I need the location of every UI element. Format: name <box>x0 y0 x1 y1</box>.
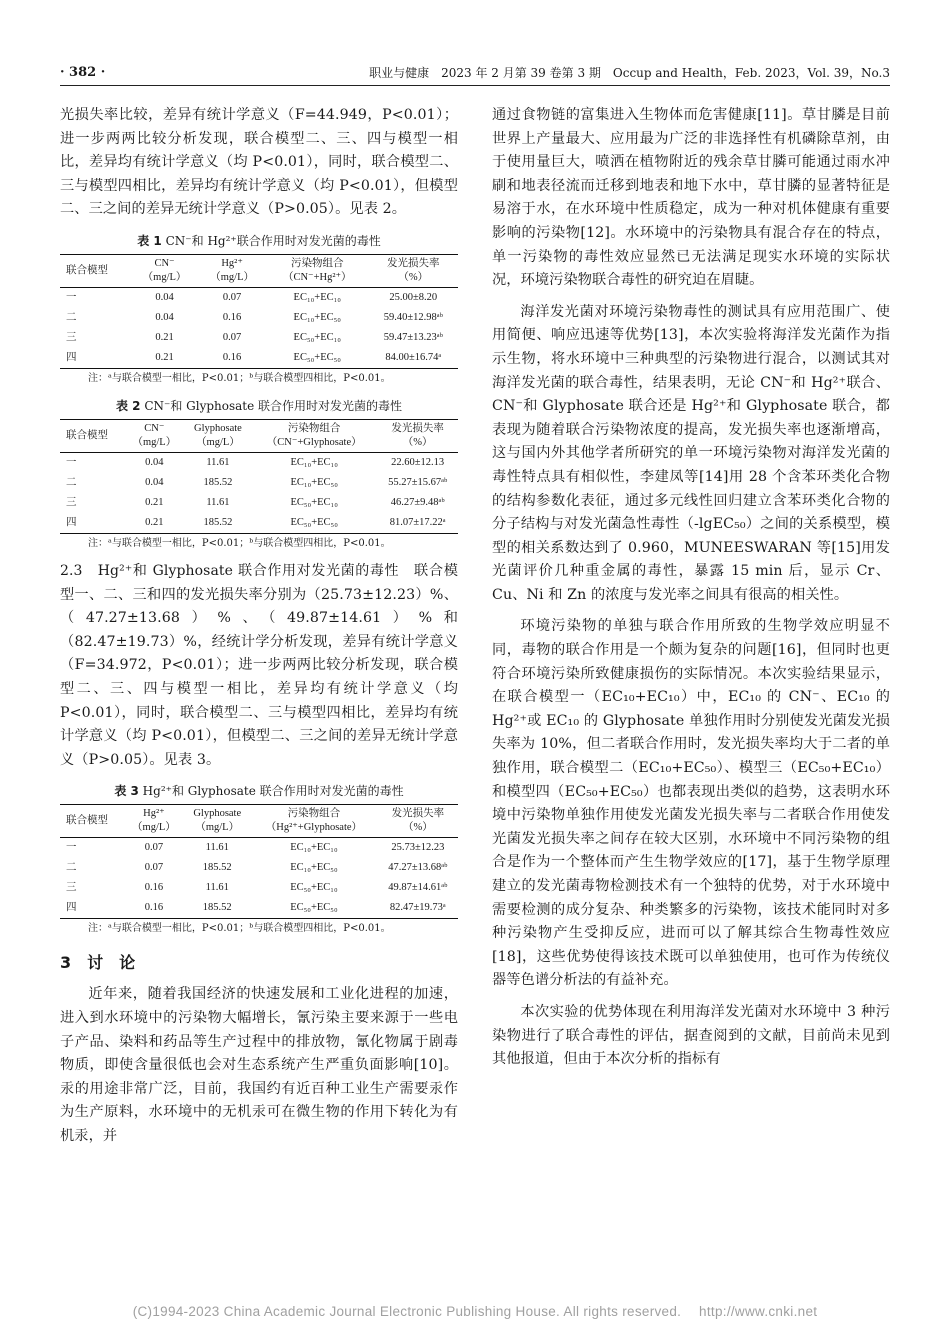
table2-label: 表 2 <box>115 398 141 413</box>
table-cell: 25.73±12.23 <box>391 842 445 854</box>
table-cell: 四 <box>66 516 77 528</box>
right-column <box>492 104 890 1072</box>
table-cell: 0.16 <box>144 882 164 894</box>
table-cell: 185.52 <box>203 516 233 528</box>
table-cell: EC₅₀+EC₁₀ <box>290 882 338 894</box>
table-cell: 0.16 <box>144 902 164 914</box>
table-cell: 11.61 <box>206 456 230 468</box>
table1-title: CN⁻和 Hg²⁺联合作用时对发光菌的毒性 <box>165 233 381 248</box>
table-header-cell: CN⁻ （mg/L） <box>132 422 177 448</box>
table2-title: CN⁻和 Glyphosate 联合作用时对发光菌的毒性 <box>144 398 403 413</box>
section-2-3 <box>60 560 458 772</box>
discussion-paragraph-1-cont: 通过食物链的富集进入生物体而危害健康[11]。草甘膦是目前世界上产量最大、应用最为广泛的非选择性有机磷除草剂，由于使用量巨大，喷洒在植物附近的残余草甘膦可能通过雨水冲刷和地表径流而迁移到地表和地下水中，草甘膦的显著特征是易溶于水，在水环境中性质稳定，成为一种对机体健康有重要影响的污染物[12]。水环境中的污染物具有混合存在的特点，单一污染物的毒性效应显然已无法满足现实水环境的实际状况，环境污染物联合毒性的研究迫在眉睫。 <box>492 107 890 289</box>
table-cell: EC₁₀+EC₅₀ <box>293 311 341 323</box>
table-cell: 0.21 <box>155 351 174 363</box>
table-header-cell: 发光损失率 （%） <box>391 422 444 448</box>
table-cell: 三 <box>66 331 77 343</box>
table-header-cell: 发光损失率 （%） <box>387 257 440 283</box>
table-cell: 84.00±16.74ᵃ <box>385 351 442 363</box>
table-cell: 0.04 <box>155 311 174 323</box>
table-row <box>60 858 458 878</box>
left-column <box>60 104 458 1148</box>
table-row <box>60 308 458 328</box>
table-header-cell: 联合模型 <box>66 264 108 276</box>
table-cell: EC₁₀+EC₁₀ <box>290 456 338 468</box>
table-cell: EC₅₀+EC₅₀ <box>290 902 338 914</box>
table-cell: 49.87±14.61ᵃᵇ <box>388 882 448 894</box>
table-cell: 81.07±17.22ᵃ <box>389 516 446 528</box>
table-header-cell: Glyphosate （mg/L） <box>193 808 242 834</box>
table-row <box>60 473 458 493</box>
table-row <box>60 898 458 919</box>
table1-note: 注：ᵃ与联合模型一相比，P<0.01；ᵇ与联合模型四相比，P<0.01。 <box>88 372 391 384</box>
table3-caption <box>60 782 458 800</box>
table-cell: EC₁₀+EC₁₀ <box>290 842 338 854</box>
table-cell: 二 <box>66 862 77 874</box>
table-header-cell: 污染物组合 （Hg²⁺+Glyphosate） <box>265 808 363 834</box>
table-cell: 0.21 <box>145 516 164 528</box>
table-cell: 0.07 <box>144 842 164 854</box>
table-cell: 三 <box>66 496 77 508</box>
table-cell: 0.07 <box>222 291 242 303</box>
table1-label: 表 1 <box>137 233 162 248</box>
table-row <box>60 452 458 473</box>
table-header-cell: Hg²⁺ （mg/L） <box>132 808 176 834</box>
table-cell: 185.52 <box>202 862 232 874</box>
table-cell: EC₅₀+EC₅₀ <box>290 516 338 528</box>
table3-label: 表 3 <box>114 784 139 799</box>
table-cell: 0.16 <box>222 351 242 363</box>
table3-note: 注：ᵃ与联合模型一相比，P<0.01；ᵇ与联合模型四相比，P<0.01。 <box>88 923 391 935</box>
results-paragraph: 光损失率比较，差异有统计学意义（F=44.949，P<0.01）；进一步两两比较分析发现，联合模型二、三、四与模型一相比，差异均有统计学意义（均 P<0.01），同时，联合模型二、三与模型四相比，差异均有统计学意义（均 P<0.01），但模型二、三之间的差异无统计学意义（P>0.05）。见表 2。 <box>60 107 458 218</box>
table-cell: 0.04 <box>155 291 174 303</box>
table-row <box>60 287 458 308</box>
table3 <box>60 804 458 919</box>
table1 <box>60 254 458 369</box>
table-cell: EC₅₀+EC₁₀ <box>293 331 341 343</box>
table2-caption <box>60 397 458 415</box>
table1-caption <box>60 232 458 250</box>
table-header-cell: 发光损失率 （%） <box>391 808 445 834</box>
table-cell: 11.61 <box>205 842 229 854</box>
discussion-paragraph-4: 本次实验的优势体现在利用海洋发光菌对水环境中 3 种污染物进行了联合毒性的评估，据查阅到的文献，目前尚未见到其他报道，但由于本次分析的指标有 <box>492 1003 890 1068</box>
table-cell: 59.47±13.23ᵃᵇ <box>383 331 443 343</box>
table-cell: 四 <box>66 902 77 914</box>
table-row <box>60 328 458 348</box>
discussion-paragraph-3: 环境污染物的单独与联合作用所致的生物学效应明显不同，毒物的联合作用是一个颇为复杂的问题[16]，但同时也更符合环境污染所致健康损伤的实际情况。本次实验结果显示，在联合模型一（EC₁₀+EC₁₀）中，EC₁₀ 的 CN⁻、EC₁₀ 的 Hg²⁺或 EC₁₀ 的 Glyphosate 单独作用时分别使发光菌发光损失率为 10%，但二者联合作用时，发光损失率均大于二者的单独作用，联合模型二（EC₁₀+EC₅₀）、模型三（EC₅₀+EC₁₀）和模型四（EC₅₀+EC₅₀）也都表现出类似的趋势，这表明水环境中污染物单独作用使发光菌发光损失率与二者联合作用使发光菌发光损失率之间存在较大区别，水环境中不同污染物的组合是作为一个整体而产生生物学效应的[17]，基于生物学原理建立的发光菌毒物检测技术有一个独特的优势，对于水环境中需要检测的成分复杂、种类繁多的污染物，该技术能同时对多种污染物产生受抑反应，进而可以了解其综合生物毒性效应[18]，这些优势使得该技术既可以单独使用，也可作为传统仪器等色谱分析法的有益补充。 <box>492 618 890 989</box>
table-cell: 47.27±13.68ᵃᵇ <box>388 862 448 874</box>
header-rule <box>60 85 890 86</box>
table-cell: 一 <box>66 842 77 854</box>
table-header-cell: Glyphosate （mg/L） <box>194 422 242 448</box>
table-cell: 0.21 <box>145 496 164 508</box>
table-cell: EC₁₀+EC₅₀ <box>290 476 338 488</box>
table-cell: 一 <box>66 291 77 303</box>
table-row <box>60 878 458 898</box>
table-header-row <box>60 419 458 452</box>
table-cell: 0.04 <box>145 476 164 488</box>
copyright-footer: (C)1994-2023 China Academic Journal Electronic Publishing House. All rights reserved. http://www.cnki.net <box>132 1304 818 1319</box>
table2 <box>60 419 458 534</box>
table-header-cell: 联合模型 <box>66 429 108 441</box>
table-cell: 185.52 <box>202 902 232 914</box>
table-cell: 0.21 <box>155 331 174 343</box>
table-header-row <box>60 254 458 287</box>
table-row <box>60 838 458 859</box>
table-cell: 46.27±9.48ᵃᵇ <box>390 496 445 508</box>
section-3-title: 3 讨 论 <box>60 953 136 973</box>
running-header <box>60 62 890 84</box>
table-cell: 0.16 <box>222 311 242 323</box>
table-header-cell: 污染物组合 （CN⁻+Hg²⁺） <box>282 257 352 283</box>
table-cell: 82.47±19.73ᵃ <box>389 902 446 914</box>
table-row <box>60 493 458 513</box>
table2-note: 注：ᵃ与联合模型一相比，P<0.01；ᵇ与联合模型四相比，P<0.01。 <box>88 537 391 549</box>
table-header-row <box>60 805 458 838</box>
table-cell: 0.07 <box>144 862 164 874</box>
table-cell: 四 <box>66 351 77 363</box>
table-cell: 二 <box>66 311 77 323</box>
discussion-paragraph-2: 海洋发光菌对环境污染物毒性的测试具有应用范围广、使用简便、响应迅速等优势[13]，本次实验将海洋发光菌作为指示生物，将水环境中三种典型的污染物进行混合，以测试其对海洋发光菌的联合毒性，结果表明，无论 CN⁻和 Hg²⁺联合、CN⁻和 Glyphosate 联合还是 Hg²⁺和 Glyphosate 联合，都表现为随着联合污染物浓度的提高，发光损失率也逐渐增高，这与国内外其他学者所研究的单一环境污染物对海洋发光菌的毒性特点具有相似性，李建凤等[14]用 28 个含苯环类化合物的结构参数化表征，通过多元线性回归建立含苯环类化合物的分子结构与对发光菌急性毒性（-lgEC₅₀）之间的关系模型，模型的相关系数达到了 0.960，MUNEESWARAN 等[15]用发光菌评价几种重金属的毒性，暴露 15 min 后，显示 Cr、Cu、Ni 和 Zn 的浓度与发光率之间具有很高的相关性。 <box>492 303 890 603</box>
table-cell: 25.00±8.20 <box>389 291 438 303</box>
table-header-cell: CN⁻ （mg/L） <box>142 257 187 283</box>
discussion-paragraph-1: 近年来，随着我国经济的快速发展和工业化进程的加速，进入到水环境中的污染物大幅增长，氰污染主要来源于一些电子产品、染料和药品等生产过程中的排放物，氰化物属于剧毒物质，即使含量很低也会对生态系统产生严重负面影响[10]。汞的用途非常广泛，目前，我国约有近百种工业生产需要汞作为生产原料，水环境中的无机汞可在微生物的作用下转化为有机汞，并 <box>60 986 458 1144</box>
table-row <box>60 513 458 534</box>
section-2-3-body: 联合模型一、二、三和四的发光损失率分别为（25.73±12.23）%、（47.27±13.68）%、（49.87±14.61）%和（82.47±19.73）%，经统计学分析发现，差异有统计学意义（F=34.972，P<0.01）；进一步两两比较分析发现，联合模型二、三、四与模型一相比，差异均有统计学意义（均 P<0.01），同时，联合模型二、三与模型四相比，差异均有统计学意义（均 P<0.01），但模型二、三之间的差异无统计学意义（P>0.05）。见表 3。 <box>60 562 458 768</box>
section-2-3-title: 2.3 Hg²⁺和 Glyphosate 联合作用对发光菌的毒性 <box>60 562 400 579</box>
table-cell: 59.40±12.98ᵃᵇ <box>383 311 443 323</box>
table-cell: 11.61 <box>206 496 230 508</box>
table-cell: 0.04 <box>145 456 164 468</box>
table-row <box>60 348 458 369</box>
table-cell: 55.27±15.67ᵃᵇ <box>388 476 448 488</box>
table-header-cell: Hg²⁺ （mg/L） <box>210 257 254 283</box>
table-cell: EC₁₀+EC₅₀ <box>290 862 338 874</box>
table-cell: EC₅₀+EC₁₀ <box>290 496 338 508</box>
table-cell: 一 <box>66 456 77 468</box>
table-cell: EC₁₀+EC₁₀ <box>293 291 341 303</box>
page-number: · 382 · <box>60 65 106 80</box>
journal-citation: 职业与健康 2023 年 2 月第 39 卷第 3 期 Occup and Health，Feb. 2023，Vol. 39，No.3 <box>369 66 890 80</box>
table-header-cell: 污染物组合 （CN⁻+Glyphosate） <box>266 422 362 448</box>
table-cell: 185.52 <box>203 476 233 488</box>
table-header-cell: 联合模型 <box>66 815 108 827</box>
table-cell: 11.61 <box>205 882 229 894</box>
table-cell: 三 <box>66 882 77 894</box>
table-cell: EC₅₀+EC₅₀ <box>293 351 341 363</box>
table-cell: 22.60±12.13 <box>391 456 445 468</box>
table3-title: Hg²⁺和 Glyphosate 联合作用时对发光菌的毒性 <box>142 784 404 799</box>
table-cell: 0.07 <box>222 331 242 343</box>
table-cell: 二 <box>66 476 77 488</box>
